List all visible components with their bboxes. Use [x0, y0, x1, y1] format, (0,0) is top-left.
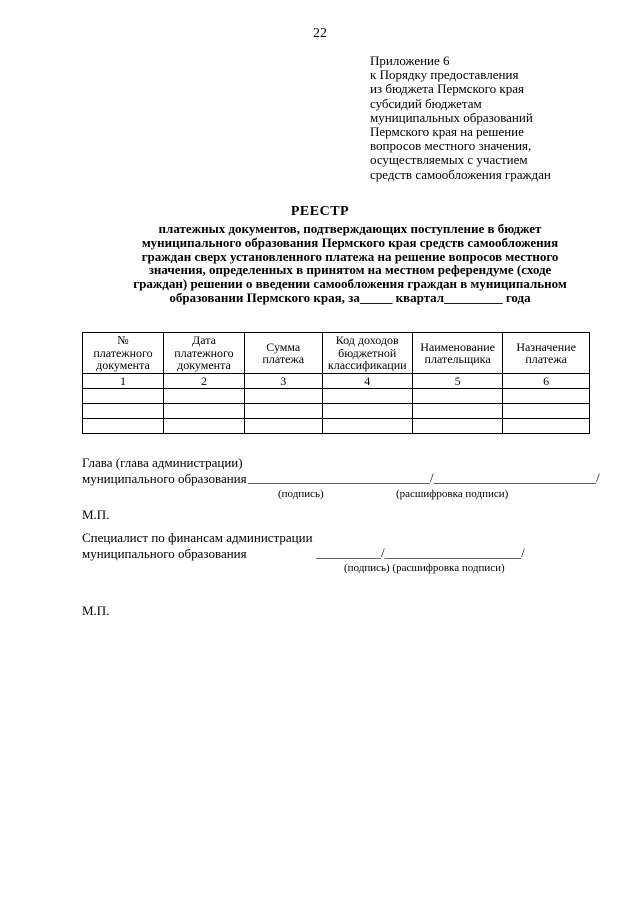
head-signature-blank: ____________________________/_________________________/	[248, 470, 600, 485]
appendix-line: Пермского края на решение	[370, 124, 524, 140]
finance-stamp-mark: М.П.	[82, 603, 110, 618]
table-cell	[503, 404, 590, 419]
column-number-row	[83, 374, 590, 389]
head-signature-label: (подпись)	[278, 488, 324, 500]
column-header-document-number: № платежного документа	[83, 333, 164, 374]
subtitle-line: граждан) решении о введении самообложения граждан в муниципальном	[133, 276, 567, 292]
appendix-line: Приложение 6	[370, 53, 450, 68]
column-number: 4	[322, 374, 412, 389]
table-cell	[163, 404, 244, 419]
registry-table	[82, 332, 590, 434]
head-stamp-mark: М.П.	[82, 507, 110, 522]
column-header-document-date: Дата платежного документа	[163, 333, 244, 374]
head-title-line2: муниципального образования	[82, 471, 247, 486]
appendix-note	[370, 54, 630, 182]
column-header-payment-amount: Сумма платежа	[244, 333, 322, 374]
page-number: 22	[313, 26, 327, 41]
subtitle-line: образовании Пермского края, за_____ квартал_________ года	[169, 289, 531, 305]
finance-signature-labels: (подпись) (расшифровка подписи)	[344, 562, 505, 574]
table-cell	[322, 389, 412, 404]
column-number: 1	[83, 374, 164, 389]
column-number: 5	[412, 374, 502, 389]
table-row	[83, 404, 590, 419]
table-cell	[412, 404, 502, 419]
finance-title-line2: муниципального образования	[82, 546, 247, 561]
subtitle-line: платежных документов, подтверждающих поступление в бюджет	[158, 221, 542, 236]
appendix-line: муниципальных образований	[370, 109, 533, 125]
appendix-line: к Порядку предоставления	[370, 67, 519, 83]
column-header-payer-name: Наименование плательщика	[412, 333, 502, 374]
subtitle-line: значения, определенных в принятом на местном референдуме (сходе	[148, 262, 552, 278]
appendix-line: из бюджета Пермского края	[370, 81, 525, 97]
table-cell	[503, 419, 590, 434]
document-title: РЕЕСТР	[290, 204, 350, 219]
table-cell	[244, 389, 322, 404]
table-cell	[503, 389, 590, 404]
column-number: 2	[163, 374, 244, 389]
head-decode-label: (расшифровка подписи)	[396, 488, 509, 500]
subtitle-line: граждан сверх установленного платежа на решение вопросов местного	[141, 248, 559, 264]
table-cell	[83, 389, 164, 404]
table-cell	[163, 389, 244, 404]
finance-title-line1: Специалист по финансам администрации	[82, 530, 313, 545]
column-number: 6	[503, 374, 590, 389]
subtitle-line: муниципального образования Пермского края средств самообложения	[141, 234, 559, 250]
finance-signature-blank: __________/_____________________/	[316, 545, 525, 560]
table-cell	[244, 419, 322, 434]
column-header-payment-purpose: Назначение платежа	[503, 333, 590, 374]
column-header-income-code: Код доходов бюджетной классификации	[322, 333, 412, 374]
head-title-line1: Глава (глава администрации)	[82, 455, 243, 470]
appendix-line: средств самообложения граждан	[370, 166, 551, 182]
table-cell	[412, 419, 502, 434]
table-cell	[244, 404, 322, 419]
table-header-row	[83, 333, 590, 374]
table-cell	[83, 419, 164, 434]
appendix-line: вопросов местного значения,	[370, 138, 532, 154]
appendix-line: осуществляемых с участием	[370, 152, 528, 168]
column-number: 3	[244, 374, 322, 389]
appendix-line: субсидий бюджетам	[370, 95, 482, 111]
table-cell	[322, 404, 412, 419]
table-cell	[83, 404, 164, 419]
document-subtitle	[60, 222, 640, 305]
table-row	[83, 419, 590, 434]
table-row	[83, 389, 590, 404]
table-cell	[412, 389, 502, 404]
table-cell	[163, 419, 244, 434]
table-cell	[322, 419, 412, 434]
